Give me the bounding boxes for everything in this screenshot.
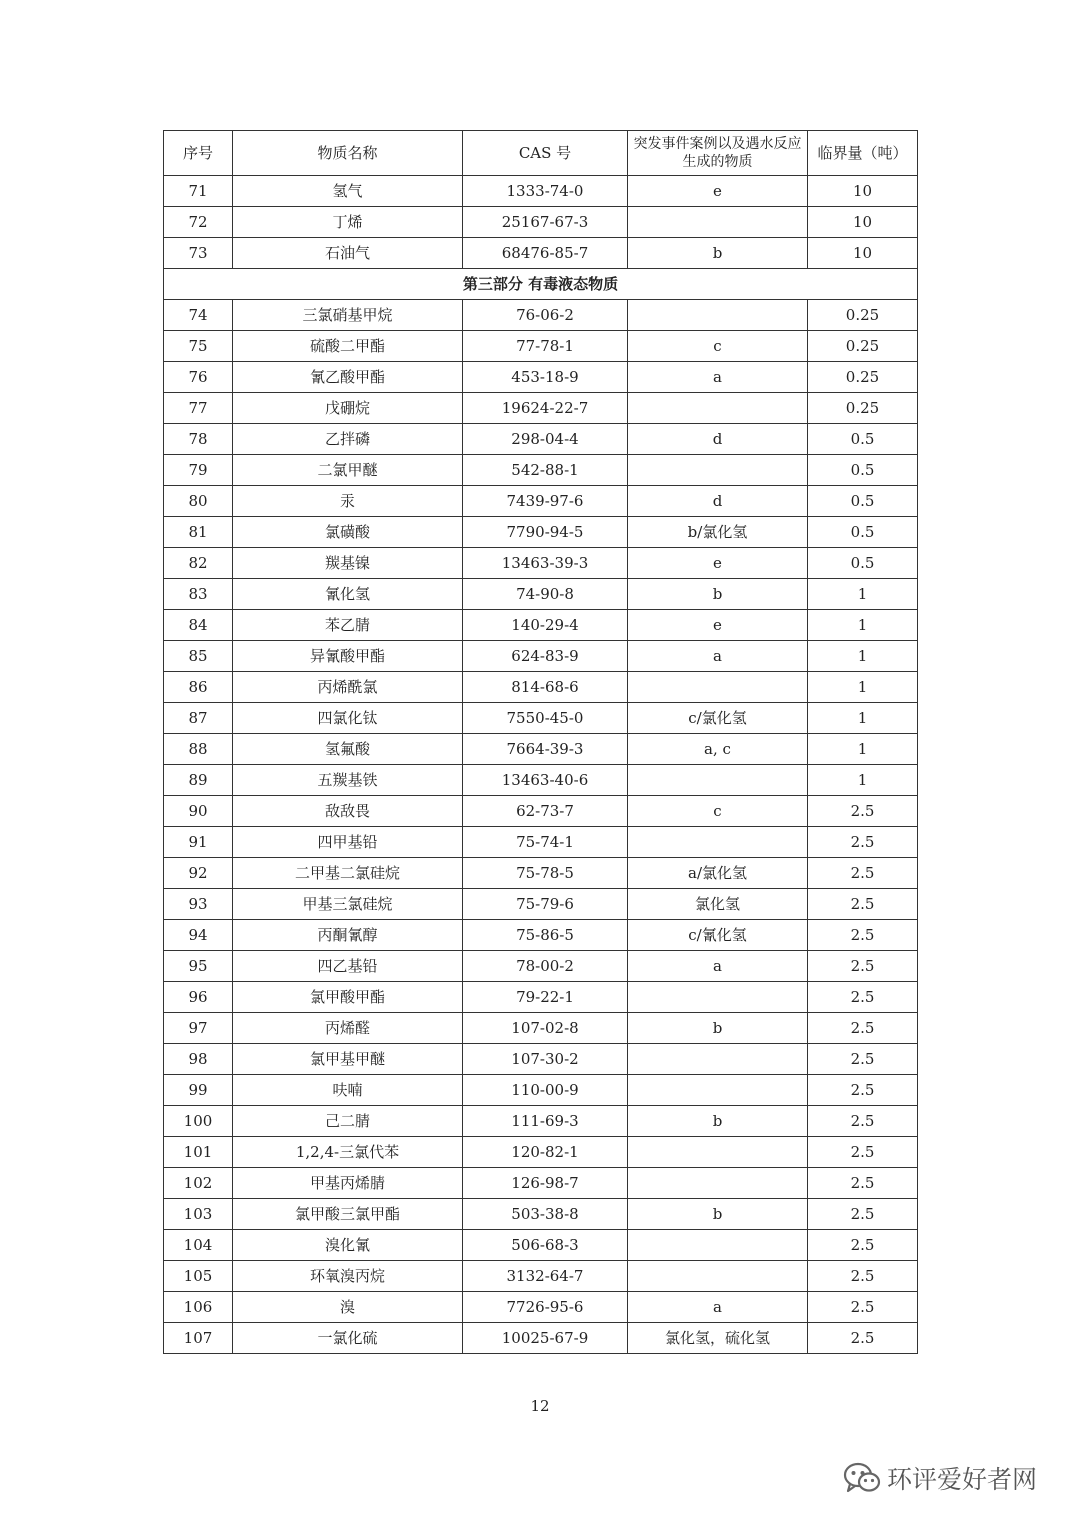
cell-cas: 7550-45-0 <box>463 703 628 734</box>
cell-seq: 89 <box>164 765 233 796</box>
cell-seq: 105 <box>164 1261 233 1292</box>
cell-case: b <box>628 1106 808 1137</box>
cell-name: 石油气 <box>233 238 463 269</box>
cell-case <box>628 207 808 238</box>
table-header-row <box>164 131 918 176</box>
cell-cas: 75-86-5 <box>463 920 628 951</box>
cell-cas: 111-69-3 <box>463 1106 628 1137</box>
cell-name: 四甲基铅 <box>233 827 463 858</box>
cell-threshold: 2.5 <box>808 1044 918 1075</box>
cell-name: 丙烯醛 <box>233 1013 463 1044</box>
table-row <box>164 176 918 207</box>
cell-name: 环氧溴丙烷 <box>233 1261 463 1292</box>
cell-case: a <box>628 951 808 982</box>
table-row <box>164 393 918 424</box>
cell-name: 敌敌畏 <box>233 796 463 827</box>
cell-cas: 77-78-1 <box>463 331 628 362</box>
cell-name: 乙拌磷 <box>233 424 463 455</box>
cell-cas: 7439-97-6 <box>463 486 628 517</box>
cell-seq: 93 <box>164 889 233 920</box>
table-row <box>164 1044 918 1075</box>
cell-case: c/氯化氢 <box>628 703 808 734</box>
cell-threshold: 2.5 <box>808 1323 918 1354</box>
header-threshold: 临界量（吨） <box>808 131 918 176</box>
cell-case: a <box>628 1292 808 1323</box>
header-case: 突发事件案例以及遇水反应生成的物质 <box>628 131 808 176</box>
cell-name: 四乙基铅 <box>233 951 463 982</box>
cell-name: 氰乙酸甲酯 <box>233 362 463 393</box>
cell-threshold: 0.5 <box>808 517 918 548</box>
cell-case: a, c <box>628 734 808 765</box>
cell-seq: 73 <box>164 238 233 269</box>
cell-name: 丁烯 <box>233 207 463 238</box>
cell-seq: 80 <box>164 486 233 517</box>
cell-name: 氯甲基甲醚 <box>233 1044 463 1075</box>
cell-seq: 94 <box>164 920 233 951</box>
cell-name: 溴 <box>233 1292 463 1323</box>
cell-name: 四氯化钛 <box>233 703 463 734</box>
table-row <box>164 548 918 579</box>
cell-name: 氯磺酸 <box>233 517 463 548</box>
table-row <box>164 610 918 641</box>
cell-cas: 107-02-8 <box>463 1013 628 1044</box>
cell-cas: 74-90-8 <box>463 579 628 610</box>
cell-threshold: 0.25 <box>808 300 918 331</box>
cell-seq: 88 <box>164 734 233 765</box>
cell-threshold: 1 <box>808 641 918 672</box>
cell-threshold: 1 <box>808 734 918 765</box>
watermark <box>843 1460 1037 1496</box>
cell-seq: 96 <box>164 982 233 1013</box>
cell-threshold: 2.5 <box>808 1075 918 1106</box>
cell-threshold: 2.5 <box>808 1013 918 1044</box>
cell-name: 汞 <box>233 486 463 517</box>
cell-case <box>628 1137 808 1168</box>
cell-case <box>628 1044 808 1075</box>
substance-table <box>163 130 918 1354</box>
section-title: 第三部分 有毒液态物质 <box>164 269 918 300</box>
cell-threshold: 10 <box>808 238 918 269</box>
cell-case: c <box>628 331 808 362</box>
cell-seq: 95 <box>164 951 233 982</box>
table-row <box>164 672 918 703</box>
cell-name: 己二腈 <box>233 1106 463 1137</box>
cell-cas: 79-22-1 <box>463 982 628 1013</box>
cell-cas: 1333-74-0 <box>463 176 628 207</box>
cell-seq: 72 <box>164 207 233 238</box>
table-row <box>164 641 918 672</box>
table-row <box>164 517 918 548</box>
cell-case <box>628 1075 808 1106</box>
table-row <box>164 1292 918 1323</box>
cell-threshold: 2.5 <box>808 951 918 982</box>
table-row <box>164 1013 918 1044</box>
cell-threshold: 2.5 <box>808 796 918 827</box>
table-body-part2 <box>164 176 918 269</box>
cell-cas: 126-98-7 <box>463 1168 628 1199</box>
wechat-icon <box>843 1461 881 1495</box>
cell-threshold: 2.5 <box>808 982 918 1013</box>
table-row <box>164 455 918 486</box>
table-row <box>164 858 918 889</box>
cell-seq: 82 <box>164 548 233 579</box>
cell-name: 呋喃 <box>233 1075 463 1106</box>
cell-seq: 106 <box>164 1292 233 1323</box>
cell-cas: 75-74-1 <box>463 827 628 858</box>
table-row <box>164 765 918 796</box>
cell-cas: 140-29-4 <box>463 610 628 641</box>
cell-name: 二氯甲醚 <box>233 455 463 486</box>
cell-cas: 75-78-5 <box>463 858 628 889</box>
cell-seq: 81 <box>164 517 233 548</box>
cell-name: 氰化氢 <box>233 579 463 610</box>
cell-case: a <box>628 362 808 393</box>
cell-threshold: 2.5 <box>808 1106 918 1137</box>
cell-case <box>628 300 808 331</box>
table-row <box>164 1075 918 1106</box>
cell-threshold: 0.25 <box>808 393 918 424</box>
cell-case: 氯化氢 <box>628 889 808 920</box>
cell-threshold: 2.5 <box>808 1292 918 1323</box>
cell-case: a/氯化氢 <box>628 858 808 889</box>
page-number: 12 <box>530 1397 550 1415</box>
header-seq: 序号 <box>164 131 233 176</box>
table-row <box>164 920 918 951</box>
cell-seq: 92 <box>164 858 233 889</box>
cell-threshold: 2.5 <box>808 1199 918 1230</box>
cell-seq: 78 <box>164 424 233 455</box>
cell-name: 氢氟酸 <box>233 734 463 765</box>
cell-cas: 542-88-1 <box>463 455 628 486</box>
cell-seq: 100 <box>164 1106 233 1137</box>
cell-cas: 298-04-4 <box>463 424 628 455</box>
cell-cas: 10025-67-9 <box>463 1323 628 1354</box>
cell-name: 异氰酸甲酯 <box>233 641 463 672</box>
cell-seq: 90 <box>164 796 233 827</box>
cell-case <box>628 1230 808 1261</box>
table-row <box>164 238 918 269</box>
table-body-part3 <box>164 300 918 1354</box>
cell-seq: 77 <box>164 393 233 424</box>
table-row <box>164 331 918 362</box>
cell-cas: 62-73-7 <box>463 796 628 827</box>
cell-threshold: 1 <box>808 579 918 610</box>
table-row <box>164 827 918 858</box>
cell-case <box>628 827 808 858</box>
cell-seq: 74 <box>164 300 233 331</box>
cell-case: b <box>628 579 808 610</box>
cell-cas: 13463-39-3 <box>463 548 628 579</box>
cell-seq: 98 <box>164 1044 233 1075</box>
cell-seq: 71 <box>164 176 233 207</box>
cell-name: 羰基镍 <box>233 548 463 579</box>
cell-seq: 104 <box>164 1230 233 1261</box>
section-row <box>164 269 918 300</box>
cell-threshold: 2.5 <box>808 920 918 951</box>
cell-name: 戊硼烷 <box>233 393 463 424</box>
table-row <box>164 579 918 610</box>
cell-threshold: 2.5 <box>808 889 918 920</box>
cell-case <box>628 1168 808 1199</box>
cell-case: b <box>628 1013 808 1044</box>
cell-name: 丙烯酰氯 <box>233 672 463 703</box>
cell-threshold: 10 <box>808 207 918 238</box>
cell-threshold: 1 <box>808 765 918 796</box>
cell-seq: 99 <box>164 1075 233 1106</box>
cell-threshold: 2.5 <box>808 1137 918 1168</box>
cell-cas: 120-82-1 <box>463 1137 628 1168</box>
cell-seq: 107 <box>164 1323 233 1354</box>
cell-seq: 97 <box>164 1013 233 1044</box>
cell-cas: 814-68-6 <box>463 672 628 703</box>
table-row <box>164 982 918 1013</box>
cell-case: e <box>628 610 808 641</box>
cell-threshold: 2.5 <box>808 1230 918 1261</box>
cell-name: 氢气 <box>233 176 463 207</box>
table-row <box>164 207 918 238</box>
cell-case <box>628 1261 808 1292</box>
cell-cas: 624-83-9 <box>463 641 628 672</box>
cell-threshold: 2.5 <box>808 858 918 889</box>
cell-threshold: 2.5 <box>808 1261 918 1292</box>
cell-case: c <box>628 796 808 827</box>
table-row <box>164 1199 918 1230</box>
table-row <box>164 1137 918 1168</box>
cell-cas: 68476-85-7 <box>463 238 628 269</box>
cell-cas: 75-79-6 <box>463 889 628 920</box>
cell-name: 氯甲酸甲酯 <box>233 982 463 1013</box>
cell-seq: 84 <box>164 610 233 641</box>
cell-cas: 110-00-9 <box>463 1075 628 1106</box>
table-section <box>164 269 918 300</box>
header-name: 物质名称 <box>233 131 463 176</box>
cell-threshold: 0.25 <box>808 362 918 393</box>
table-row <box>164 734 918 765</box>
watermark-text: 环评爱好者网 <box>887 1465 1038 1494</box>
cell-threshold: 0.5 <box>808 548 918 579</box>
cell-cas: 453-18-9 <box>463 362 628 393</box>
table-row <box>164 486 918 517</box>
cell-seq: 101 <box>164 1137 233 1168</box>
table-row <box>164 1168 918 1199</box>
cell-name: 三氯硝基甲烷 <box>233 300 463 331</box>
cell-cas: 25167-67-3 <box>463 207 628 238</box>
cell-name: 苯乙腈 <box>233 610 463 641</box>
cell-name: 二甲基二氯硅烷 <box>233 858 463 889</box>
cell-seq: 79 <box>164 455 233 486</box>
table-row <box>164 703 918 734</box>
cell-name: 硫酸二甲酯 <box>233 331 463 362</box>
cell-cas: 78-00-2 <box>463 951 628 982</box>
cell-name: 甲基三氯硅烷 <box>233 889 463 920</box>
cell-case: b <box>628 238 808 269</box>
cell-name: 氯甲酸三氯甲酯 <box>233 1199 463 1230</box>
cell-name: 一氯化硫 <box>233 1323 463 1354</box>
cell-name: 甲基丙烯腈 <box>233 1168 463 1199</box>
cell-case: a <box>628 641 808 672</box>
table-row <box>164 362 918 393</box>
cell-seq: 75 <box>164 331 233 362</box>
cell-case: c/氰化氢 <box>628 920 808 951</box>
table-row <box>164 951 918 982</box>
cell-threshold: 0.5 <box>808 486 918 517</box>
cell-cas: 19624-22-7 <box>463 393 628 424</box>
cell-seq: 85 <box>164 641 233 672</box>
cell-threshold: 1 <box>808 610 918 641</box>
cell-seq: 103 <box>164 1199 233 1230</box>
cell-cas: 503-38-8 <box>463 1199 628 1230</box>
cell-threshold: 1 <box>808 672 918 703</box>
cell-threshold: 0.25 <box>808 331 918 362</box>
cell-seq: 102 <box>164 1168 233 1199</box>
table-row <box>164 796 918 827</box>
cell-threshold: 2.5 <box>808 1168 918 1199</box>
table-row <box>164 1106 918 1137</box>
cell-case: d <box>628 486 808 517</box>
table-row <box>164 889 918 920</box>
cell-seq: 86 <box>164 672 233 703</box>
cell-seq: 87 <box>164 703 233 734</box>
cell-threshold: 0.5 <box>808 455 918 486</box>
cell-case: e <box>628 176 808 207</box>
header-cas: CAS 号 <box>463 131 628 176</box>
cell-case <box>628 455 808 486</box>
cell-threshold: 1 <box>808 703 918 734</box>
cell-case: 氯化氢，硫化氢 <box>628 1323 808 1354</box>
table-row <box>164 424 918 455</box>
cell-cas: 7664-39-3 <box>463 734 628 765</box>
cell-seq: 83 <box>164 579 233 610</box>
cell-name: 1,2,4-三氯代苯 <box>233 1137 463 1168</box>
cell-threshold: 0.5 <box>808 424 918 455</box>
table-row <box>164 1261 918 1292</box>
cell-case: b <box>628 1199 808 1230</box>
cell-name: 五羰基铁 <box>233 765 463 796</box>
table-row <box>164 1323 918 1354</box>
cell-case: d <box>628 424 808 455</box>
cell-threshold: 10 <box>808 176 918 207</box>
cell-cas: 107-30-2 <box>463 1044 628 1075</box>
cell-case <box>628 672 808 703</box>
cell-cas: 76-06-2 <box>463 300 628 331</box>
cell-cas: 506-68-3 <box>463 1230 628 1261</box>
cell-case <box>628 982 808 1013</box>
cell-cas: 3132-64-7 <box>463 1261 628 1292</box>
cell-seq: 91 <box>164 827 233 858</box>
table-row <box>164 300 918 331</box>
cell-case <box>628 393 808 424</box>
cell-cas: 7726-95-6 <box>463 1292 628 1323</box>
table-row <box>164 1230 918 1261</box>
cell-name: 溴化氰 <box>233 1230 463 1261</box>
cell-cas: 7790-94-5 <box>463 517 628 548</box>
cell-threshold: 2.5 <box>808 827 918 858</box>
cell-name: 丙酮氰醇 <box>233 920 463 951</box>
cell-seq: 76 <box>164 362 233 393</box>
cell-case: b/氯化氢 <box>628 517 808 548</box>
cell-case: e <box>628 548 808 579</box>
cell-case <box>628 765 808 796</box>
cell-cas: 13463-40-6 <box>463 765 628 796</box>
